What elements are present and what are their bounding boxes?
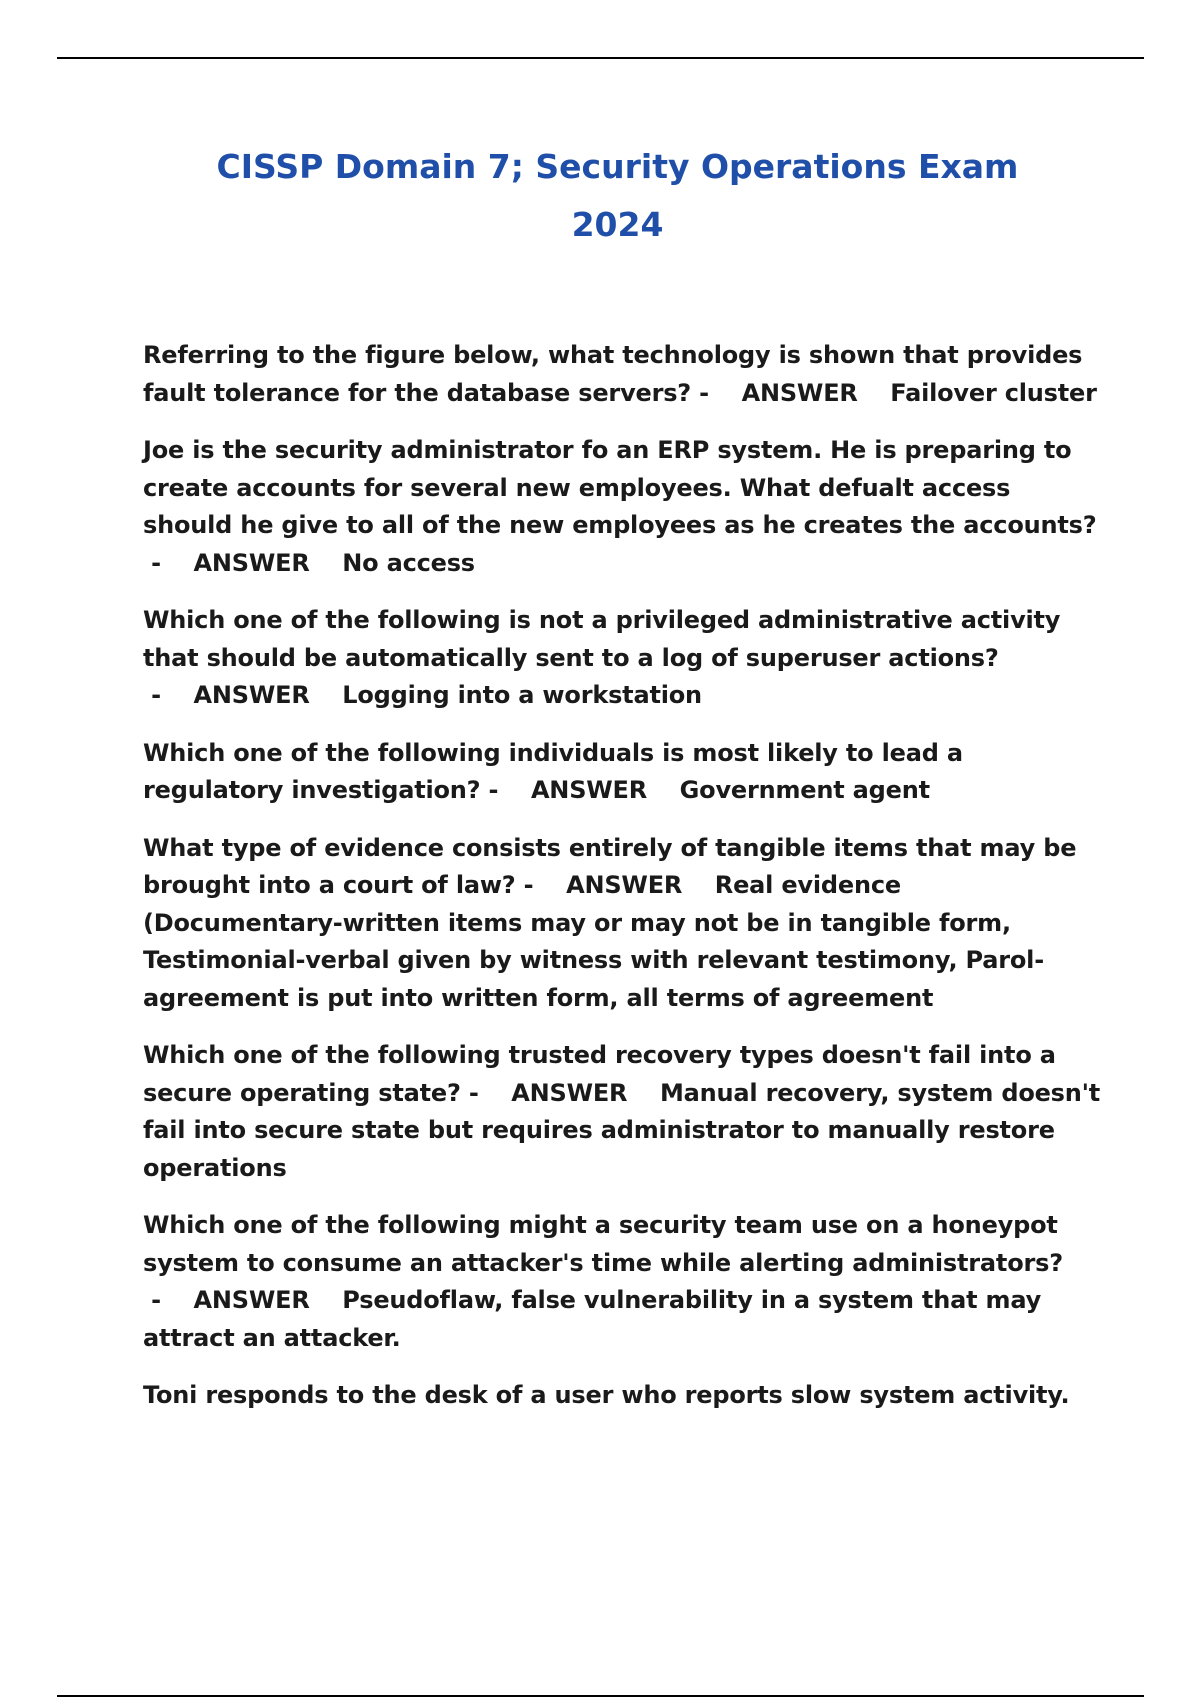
answer-text: Pseudoflaw, false vulnerability in a system that may attract an attacker. [143,1286,1042,1352]
qa-item-1 [143,337,1103,412]
question-text: Joe is the security administrator fo an ERP system. He is preparing to create accounts for several new employees. What defualt access should he give to all of the new employees as he creates the accounts? [143,436,1097,539]
separator: - [143,681,194,709]
answer-text: Logging into a workstation [342,681,702,709]
answer-label: ANSWER [741,378,858,407]
qa-item-5 [143,830,1103,1018]
trailing-question: Toni responds to the desk of a user who reports slow system activity. [143,1381,1070,1409]
qa-item-2 [143,432,1103,582]
answer-label: ANSWER [566,871,683,899]
title-line-2: 2024 [571,205,664,244]
qa-item-6 [143,1037,1103,1187]
question-text: Which one of the following trusted recovery types doesn't fail into a secure operating state? [143,1041,1056,1107]
separator: - [515,871,567,899]
question-text: Which one of the following individuals is most likely to lead a regulatory investigation? [143,738,963,804]
qa-list [143,337,1103,1435]
separator: - [480,776,531,804]
qa-item-3 [143,602,1103,715]
answer-text: Manual recovery, system doesn't fail into secure state but requires administrator to manually restore operations [143,1078,1101,1182]
bottom-rule [57,1695,1144,1697]
answer-text: Real evidence (Documentary-written items may or may not be in tangible form, Testimonial-verbal given by witness with relevant testimony, Parol-agreement is put into written form, all terms of agreement [143,871,1044,1012]
answer-label: ANSWER [530,776,648,804]
separator: - [691,378,742,407]
question-text: What type of evidence consists entirely of tangible items that may be brought into a court of law? [143,833,1077,899]
answer-label: ANSWER [193,681,310,709]
answer-text: No access [342,548,475,577]
answer-label: ANSWER [511,1078,628,1107]
qa-item-4 [143,735,1103,810]
question-text: Which one of the following might a security team use on a honeypot system to consume an attacker's time while alerting administrators? [143,1211,1063,1277]
separator: - [143,1286,194,1314]
separator: - [143,548,194,577]
answer-label: ANSWER [193,548,310,577]
answer-label: ANSWER [193,1286,310,1314]
document-title [100,138,1135,254]
answer-text: Failover cluster [890,378,1097,407]
qa-item-7 [143,1207,1103,1357]
top-rule [57,57,1144,59]
question-text: Which one of the following is not a privileged administrative activity that should be automatically sent to a log of superuser actions? [143,606,1061,672]
answer-text: Government agent [679,776,930,804]
separator: - [460,1078,512,1107]
title-line-1: CISSP Domain 7; Security Operations Exam [216,147,1019,186]
question-text: Referring to the figure below, what technology is shown that provides fault tolerance for the database servers? [143,341,1083,407]
